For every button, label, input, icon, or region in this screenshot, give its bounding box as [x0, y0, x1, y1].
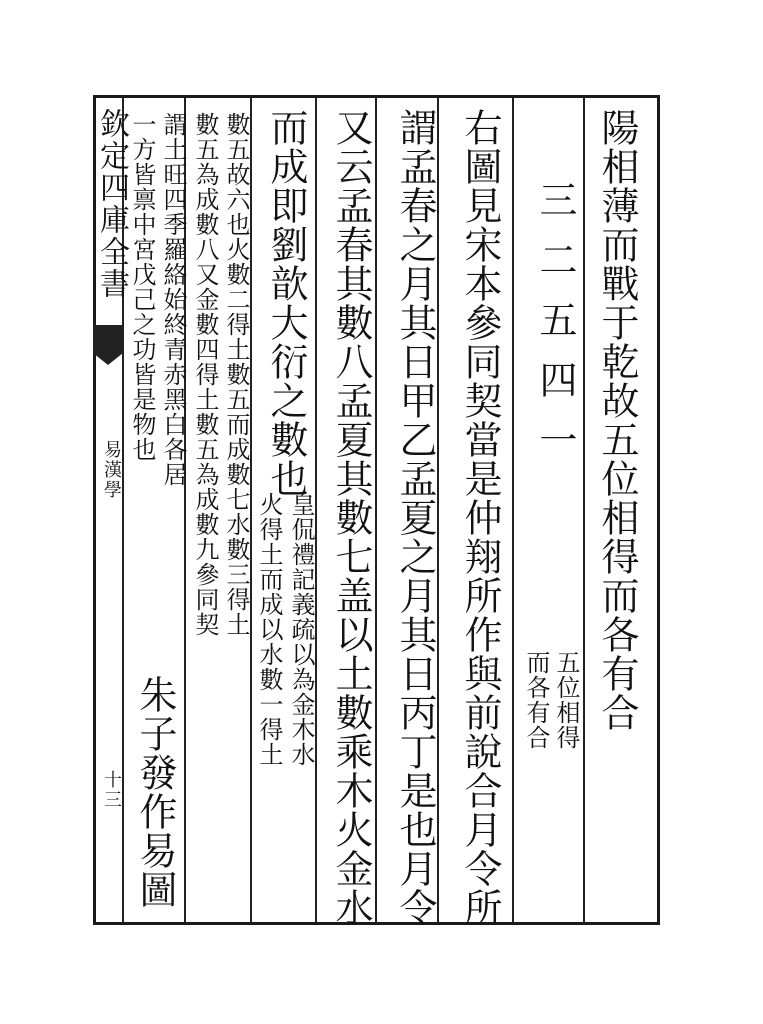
text-column-10: 朱子發作易圖 — [133, 675, 177, 909]
text-column-3: 右圖見宋本參同契當是仲翔所作與前說合月令所 — [458, 108, 502, 927]
text-column-4: 謂孟春之月其日甲乙孟夏之月其日丙丁是也月令 — [393, 108, 437, 927]
text-column-5: 又云孟春其數八孟夏其數七盖以土數乘木火金水 — [329, 108, 373, 927]
note-column-8: 數五為成數八又金數四得土數五為成數九參同契 — [191, 112, 219, 637]
column-rule — [437, 98, 439, 922]
column-rule — [250, 98, 252, 922]
number-sequence: 三二五四一 — [533, 180, 577, 480]
text-column-1: 陽相薄而戰于乾故五位相得而各有合 — [595, 108, 639, 732]
page-number: 十三 — [101, 770, 122, 810]
column-rule — [583, 98, 585, 922]
note-column-7: 數五故六也火數二得土數五而成數七水數三得土 — [222, 112, 250, 637]
note-column-6a: 皇侃禮記義疏以為金木水 — [287, 492, 315, 767]
column-rule — [375, 98, 377, 922]
fishtail-mark — [93, 325, 123, 381]
text-column-6: 而成即劉歆大衍之數也 — [264, 108, 308, 498]
note-column-9: 謂土旺四季羅絡始終青赤黑白各居 — [159, 112, 187, 487]
book-title: 欽定四庫全書 — [94, 108, 129, 300]
note-column-1a: 五位相得 — [552, 650, 580, 750]
note-column-1b: 而各有合 — [522, 650, 550, 750]
column-rule — [315, 98, 317, 922]
column-rule — [512, 98, 514, 922]
note-column-6b: 火得土而成以水數一得土 — [255, 492, 283, 767]
note-column-10: 一方皆禀中宮戊己之功皆是物也 — [128, 112, 156, 462]
section-title: 易漢學 — [101, 440, 122, 500]
